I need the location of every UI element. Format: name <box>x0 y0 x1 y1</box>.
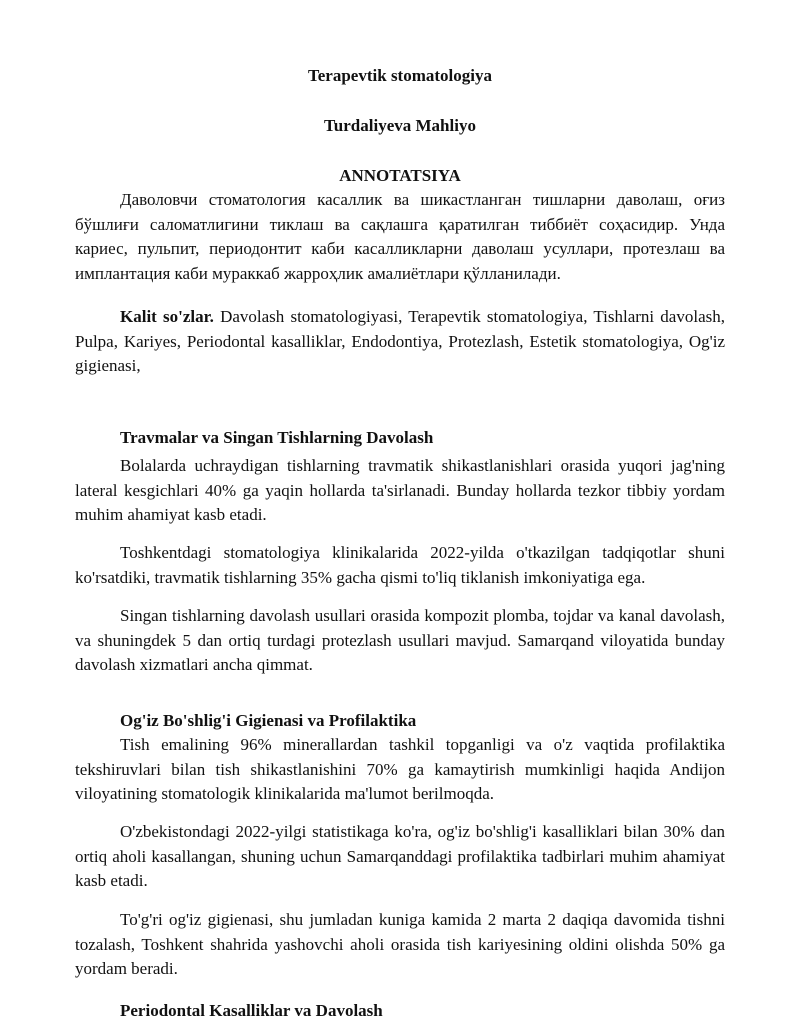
paragraph-hygiene-1: Tish emalining 96% minerallardan tashkil topganligi va o'z vaqtida profilaktika tekshiruvlari bilan tish shikastlanishini 70% ga kamaytirish mumkinligi haqida Andijon viloyatining stomatologik klinikalarida ma'lumot berilmoqda. <box>75 735 725 803</box>
document-title: Terapevtik stomatologiya <box>307 66 492 85</box>
author-name: Turdaliyeva Mahliyo <box>324 116 476 135</box>
section-heading-hygiene: Og'iz Bo'shlig'i Gigienasi va Profilaktika <box>120 711 417 730</box>
paragraph-hygiene-2: O'zbekistondagi 2022-yilgi statistikaga ko'ra, og'iz bo'shlig'i kasalliklari bilan 30% dan ortiq aholi kasallangan, shuning uchun Samarqanddagi profilaktika tadbirlari muhim ahamiyat kasb etadi. <box>75 822 725 890</box>
annotation-heading: ANNOTATSIYA <box>339 166 461 185</box>
section-heading-periodontal: Periodontal Kasalliklar va Davolash <box>120 1001 383 1020</box>
keywords-paragraph <box>75 305 725 379</box>
annotation-text: Даволовчи стоматология касаллик ва шикастланган тишларни даволаш, оғиз бўшлиғи саломатлигини тиклаш ва сақлашга қаратилган тиббиёт соҳасидир. Унда кариес, пульпит, периодонтит каби касалликларни даволаш усуллари, протезлаш ва имплантация каби мураккаб жарроҳлик амалиётлари қўлланилади. <box>75 190 725 283</box>
paragraph-hygiene-3: To'g'ri og'iz gigienasi, shu jumladan kuniga kamida 2 marta 2 daqiqa davomida tishni tozalash, Toshkent shahrida yashovchi aholi orasida tish kariyesining oldini olishda 50% ga yordam beradi. <box>75 910 725 978</box>
keywords-label: Kalit so'zlar. <box>120 307 214 326</box>
paragraph-trauma-3: Singan tishlarning davolash usullari orasida kompozit plomba, tojdar va kanal davolash, va shuningdek 5 dan ortiq turdagi protezlash usullari mavjud. Samarqand viloyatida bunday davolash xizmatlari ancha qimmat. <box>75 606 725 674</box>
section-heading-trauma: Travmalar va Singan Tishlarning Davolash <box>120 428 434 447</box>
paragraph-trauma-1: Bolalarda uchraydigan tishlarning travmatik shikastlanishlari orasida yuqori jag'ning lateral kesgichlari 40% ga yaqin hollarda ta'sirlanadi. Bunday hollarda tezkor tibbiy yordam muhim ahamiyat kasb etadi. <box>75 456 725 524</box>
keywords-text: Davolash stomatologiyasi, Terapevtik stomatologiya, Tishlarni davolash, Pulpa, Kariyes, Periodontal kasalliklar, Endodontiya, Protezlash, Estetik stomatologiya, Og'iz gigienasi, <box>75 307 725 375</box>
paragraph-trauma-2: Toshkentdagi stomatologiya klinikalarida 2022-yilda o'tkazilgan tadqiqotlar shuni ko'rsatdiki, travmatik tishlarning 35% gacha qismi to'liq tiklanish imkoniyatiga ega. <box>75 543 725 587</box>
